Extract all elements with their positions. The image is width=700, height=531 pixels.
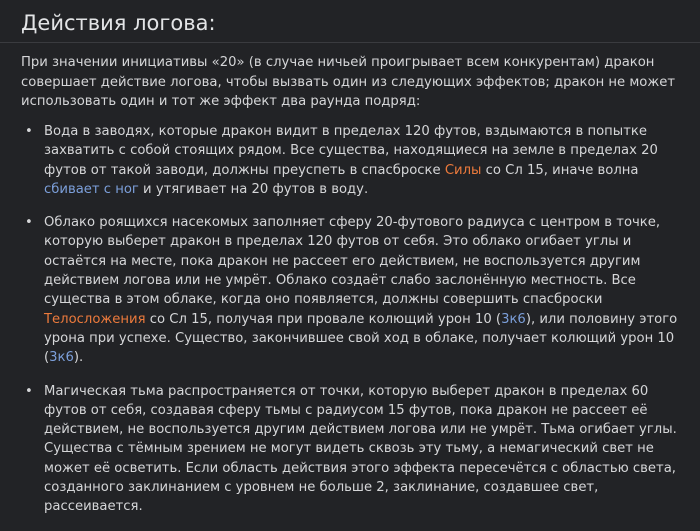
effect-text: со Сл 15, получая при провале колющий урон 10 ( [145,311,502,327]
effect-text: Магическая тьма распространяется от точки, которую выберет дракон в пределах 60 футов от себя, создавая сферу тьмы с радиусом 15 футов, пока дракон не рассеет её действием, не воспользуется другим действием логова или не умрёт. Тьма огибает углы. Существа с тёмным зрением не могут видеть сквозь эту тьму, а немагический свет не может её осветить. Если область действия этого эффекта пересечётся с областью света, созданного заклинанием с уровнем не больше 2, заклинание, создавшее свет, рассеивается. [44,383,677,515]
effect-text: ), или половину этого урона при успехе. Существо, закончившее свой ход в облаке, получает колющий урон 10 ( [44,311,678,366]
dice-roll-link[interactable]: 3к6 [501,311,526,327]
bullet-icon: • [25,124,33,139]
effect-text: ). [73,350,84,366]
section-header [0,0,700,43]
bullet-icon: • [25,215,33,231]
intro-paragraph: При значении инициативы «20» (в случае ничьей проигрывает всем конкурентам) дракон совершает действие логова, чтобы вызвать один из следующих эффектов; дракон не может использовать один и тот же эффект два раунда подряд: [21,55,676,109]
effect-text: со Сл 15, иначе волна [481,162,639,178]
list-item-insects [0,213,700,367]
constitution-save-link[interactable]: Телосложения [44,311,146,327]
effect-text: и утягивает на 20 футов в воду. [138,181,369,197]
strength-save-link[interactable]: Силы [444,162,482,178]
list-item-darkness [0,382,700,517]
bullet-icon: • [25,383,33,399]
prone-condition-link[interactable]: сбивает с ног [44,181,139,197]
lair-actions-list [0,122,700,531]
effect-text: Облако роящихся насекомых заполняет сферу 20-футового радиуса с центром в точке, которую выберет дракон в пределах 120 футов от себя. Это облако огибает углы и остаётся на месте, пока дракон не рассеет его действием, не воспользуется другим действием логова или не умрёт. Облако создаёт слабо заслонённую местность. Все существа в этом облаке, когда оно появляется, должны совершить спасброски [44,215,661,308]
section-title: Действия логова: [21,11,216,35]
dice-roll-link[interactable]: 3к6 [49,350,74,366]
effect-text: Вода в заводях, которые дракон видит в пределах 120 футов, вздымаются в попытке захватить с собой стоящих рядом. Все существа, находящиеся на земле в пределах 20 футов от такой заводи, должны преуспеть в спасброске [44,124,658,178]
list-item-water [0,122,700,199]
